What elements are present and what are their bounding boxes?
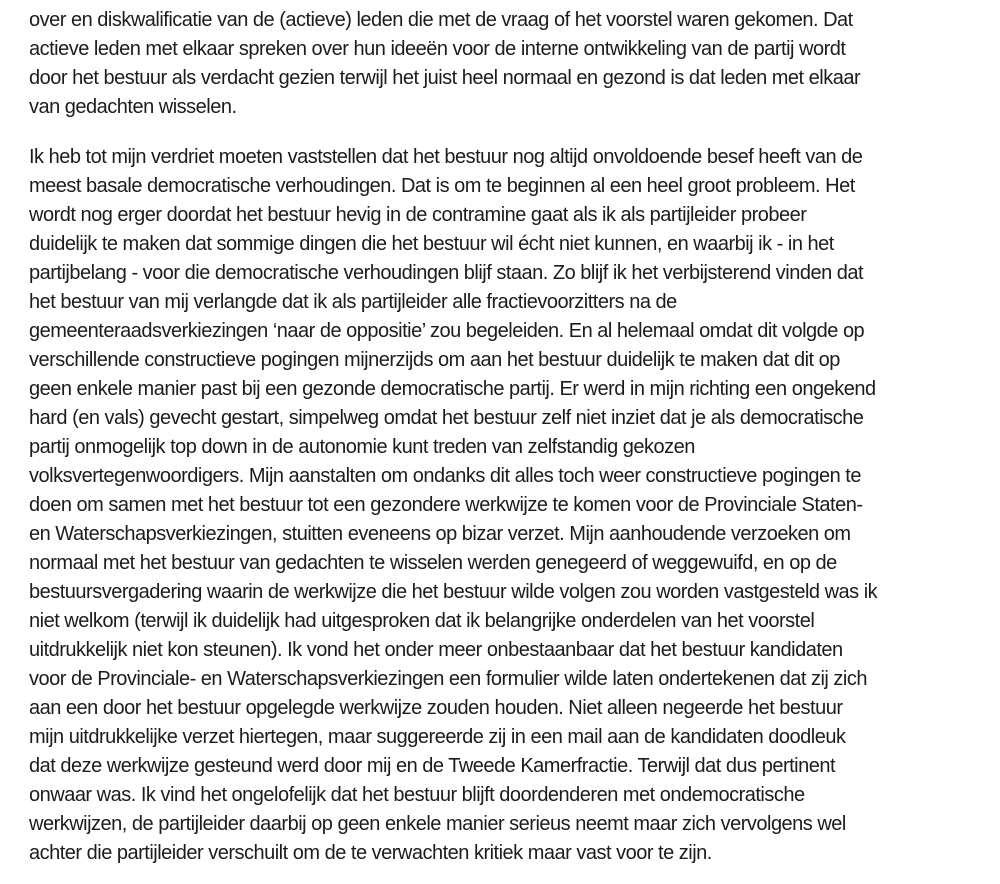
paragraph xyxy=(29,6,982,122)
text-line: achter die partijleider verschuilt om de te verwachten kritiek maar vast voor te zijn. xyxy=(29,842,712,864)
paragraph xyxy=(29,143,982,868)
text-line: normaal met het bestuur van gedachten te wisselen werden genegeerd of weggewuifd, en op de xyxy=(29,552,837,574)
text-line: duidelijk te maken dat sommige dingen die het bestuur wil écht niet kunnen, en waarbij ik - in het xyxy=(29,233,834,255)
text-line: actieve leden met elkaar spreken over hun ideeën voor de interne ontwikkeling van de partij wordt xyxy=(29,38,846,60)
text-line: uitdrukkelijk niet kon steunen). Ik vond het onder meer onbestaanbaar dat het bestuur kandidaten xyxy=(29,639,843,661)
text-line: wordt nog erger doordat het bestuur hevig in de contramine gaat als ik als partijleider probeer xyxy=(29,204,807,226)
text-line: hard (en vals) gevecht gestart, simpelweg omdat het bestuur zelf niet inziet dat je als democratische xyxy=(29,407,864,429)
text-line: voor de Provinciale- en Waterschapsverkiezingen een formulier wilde laten ondertekenen dat zij zich xyxy=(29,668,867,690)
text-line: verschillende constructieve pogingen mijnerzijds om aan het bestuur duidelijk te maken dat dit op xyxy=(29,349,840,371)
text-line: geen enkele manier past bij een gezonde democratische partij. Er werd in mijn richting een ongekend xyxy=(29,378,876,400)
text-line: aan een door het bestuur opgelegde werkwijze zouden houden. Niet alleen negeerde het bestuur xyxy=(29,697,843,719)
text-line: partij onmogelijk top down in de autonomie kunt treden van zelfstandig gekozen xyxy=(29,436,695,458)
text-line: bestuursvergadering waarin de werkwijze die het bestuur wilde volgen zou worden vastgesteld was ik xyxy=(29,581,878,603)
document-body xyxy=(29,6,982,868)
text-line: doen om samen met het bestuur tot een gezondere werkwijze te komen voor de Provinciale Staten- xyxy=(29,494,863,516)
text-line: over en diskwalificatie van de (actieve) leden die met de vraag of het voorstel waren gekomen. Dat xyxy=(29,9,853,31)
text-line: volksvertegenwoordigers. Mijn aanstalten om ondanks dit alles toch weer constructieve pogingen te xyxy=(29,465,861,487)
text-line: meest basale democratische verhoudingen. Dat is om te beginnen al een heel groot probleem. Het xyxy=(29,175,855,197)
text-line: en Waterschapsverkiezingen, stuitten eveneens op bizar verzet. Mijn aanhoudende verzoeken om xyxy=(29,523,851,545)
text-line: niet welkom (terwijl ik duidelijk had uitgesproken dat ik belangrijke onderdelen van het voorstel xyxy=(29,610,815,632)
text-line: werkwijzen, de partijleider daarbij op geen enkele manier serieus neemt maar zich vervolgens wel xyxy=(29,813,846,835)
text-line: dat deze werkwijze gesteund werd door mij en de Tweede Kamerfractie. Terwijl dat dus pertinent xyxy=(29,755,836,777)
text-line: door het bestuur als verdacht gezien terwijl het juist heel normaal en gezond is dat leden met elkaar xyxy=(29,67,861,89)
text-line: gemeenteraadsverkiezingen ‘naar de oppositie’ zou begeleiden. En al helemaal omdat dit volgde op xyxy=(29,320,865,342)
text-line: partijbelang - voor die democratische verhoudingen blijf staan. Zo blijf ik het verbijsterend vinden dat xyxy=(29,262,864,284)
text-line: mijn uitdrukkelijke verzet hiertegen, maar suggereerde zij in een mail aan de kandidaten doodleuk xyxy=(29,726,846,748)
text-line: Ik heb tot mijn verdriet moeten vaststellen dat het bestuur nog altijd onvoldoende besef heeft van de xyxy=(29,146,863,168)
text-line: onwaar was. Ik vind het ongelofelijk dat het bestuur blijft doordenderen met ondemocratische xyxy=(29,784,805,806)
text-line: het bestuur van mij verlangde dat ik als partijleider alle fractievoorzitters na de xyxy=(29,291,677,313)
text-line: van gedachten wisselen. xyxy=(29,96,237,118)
